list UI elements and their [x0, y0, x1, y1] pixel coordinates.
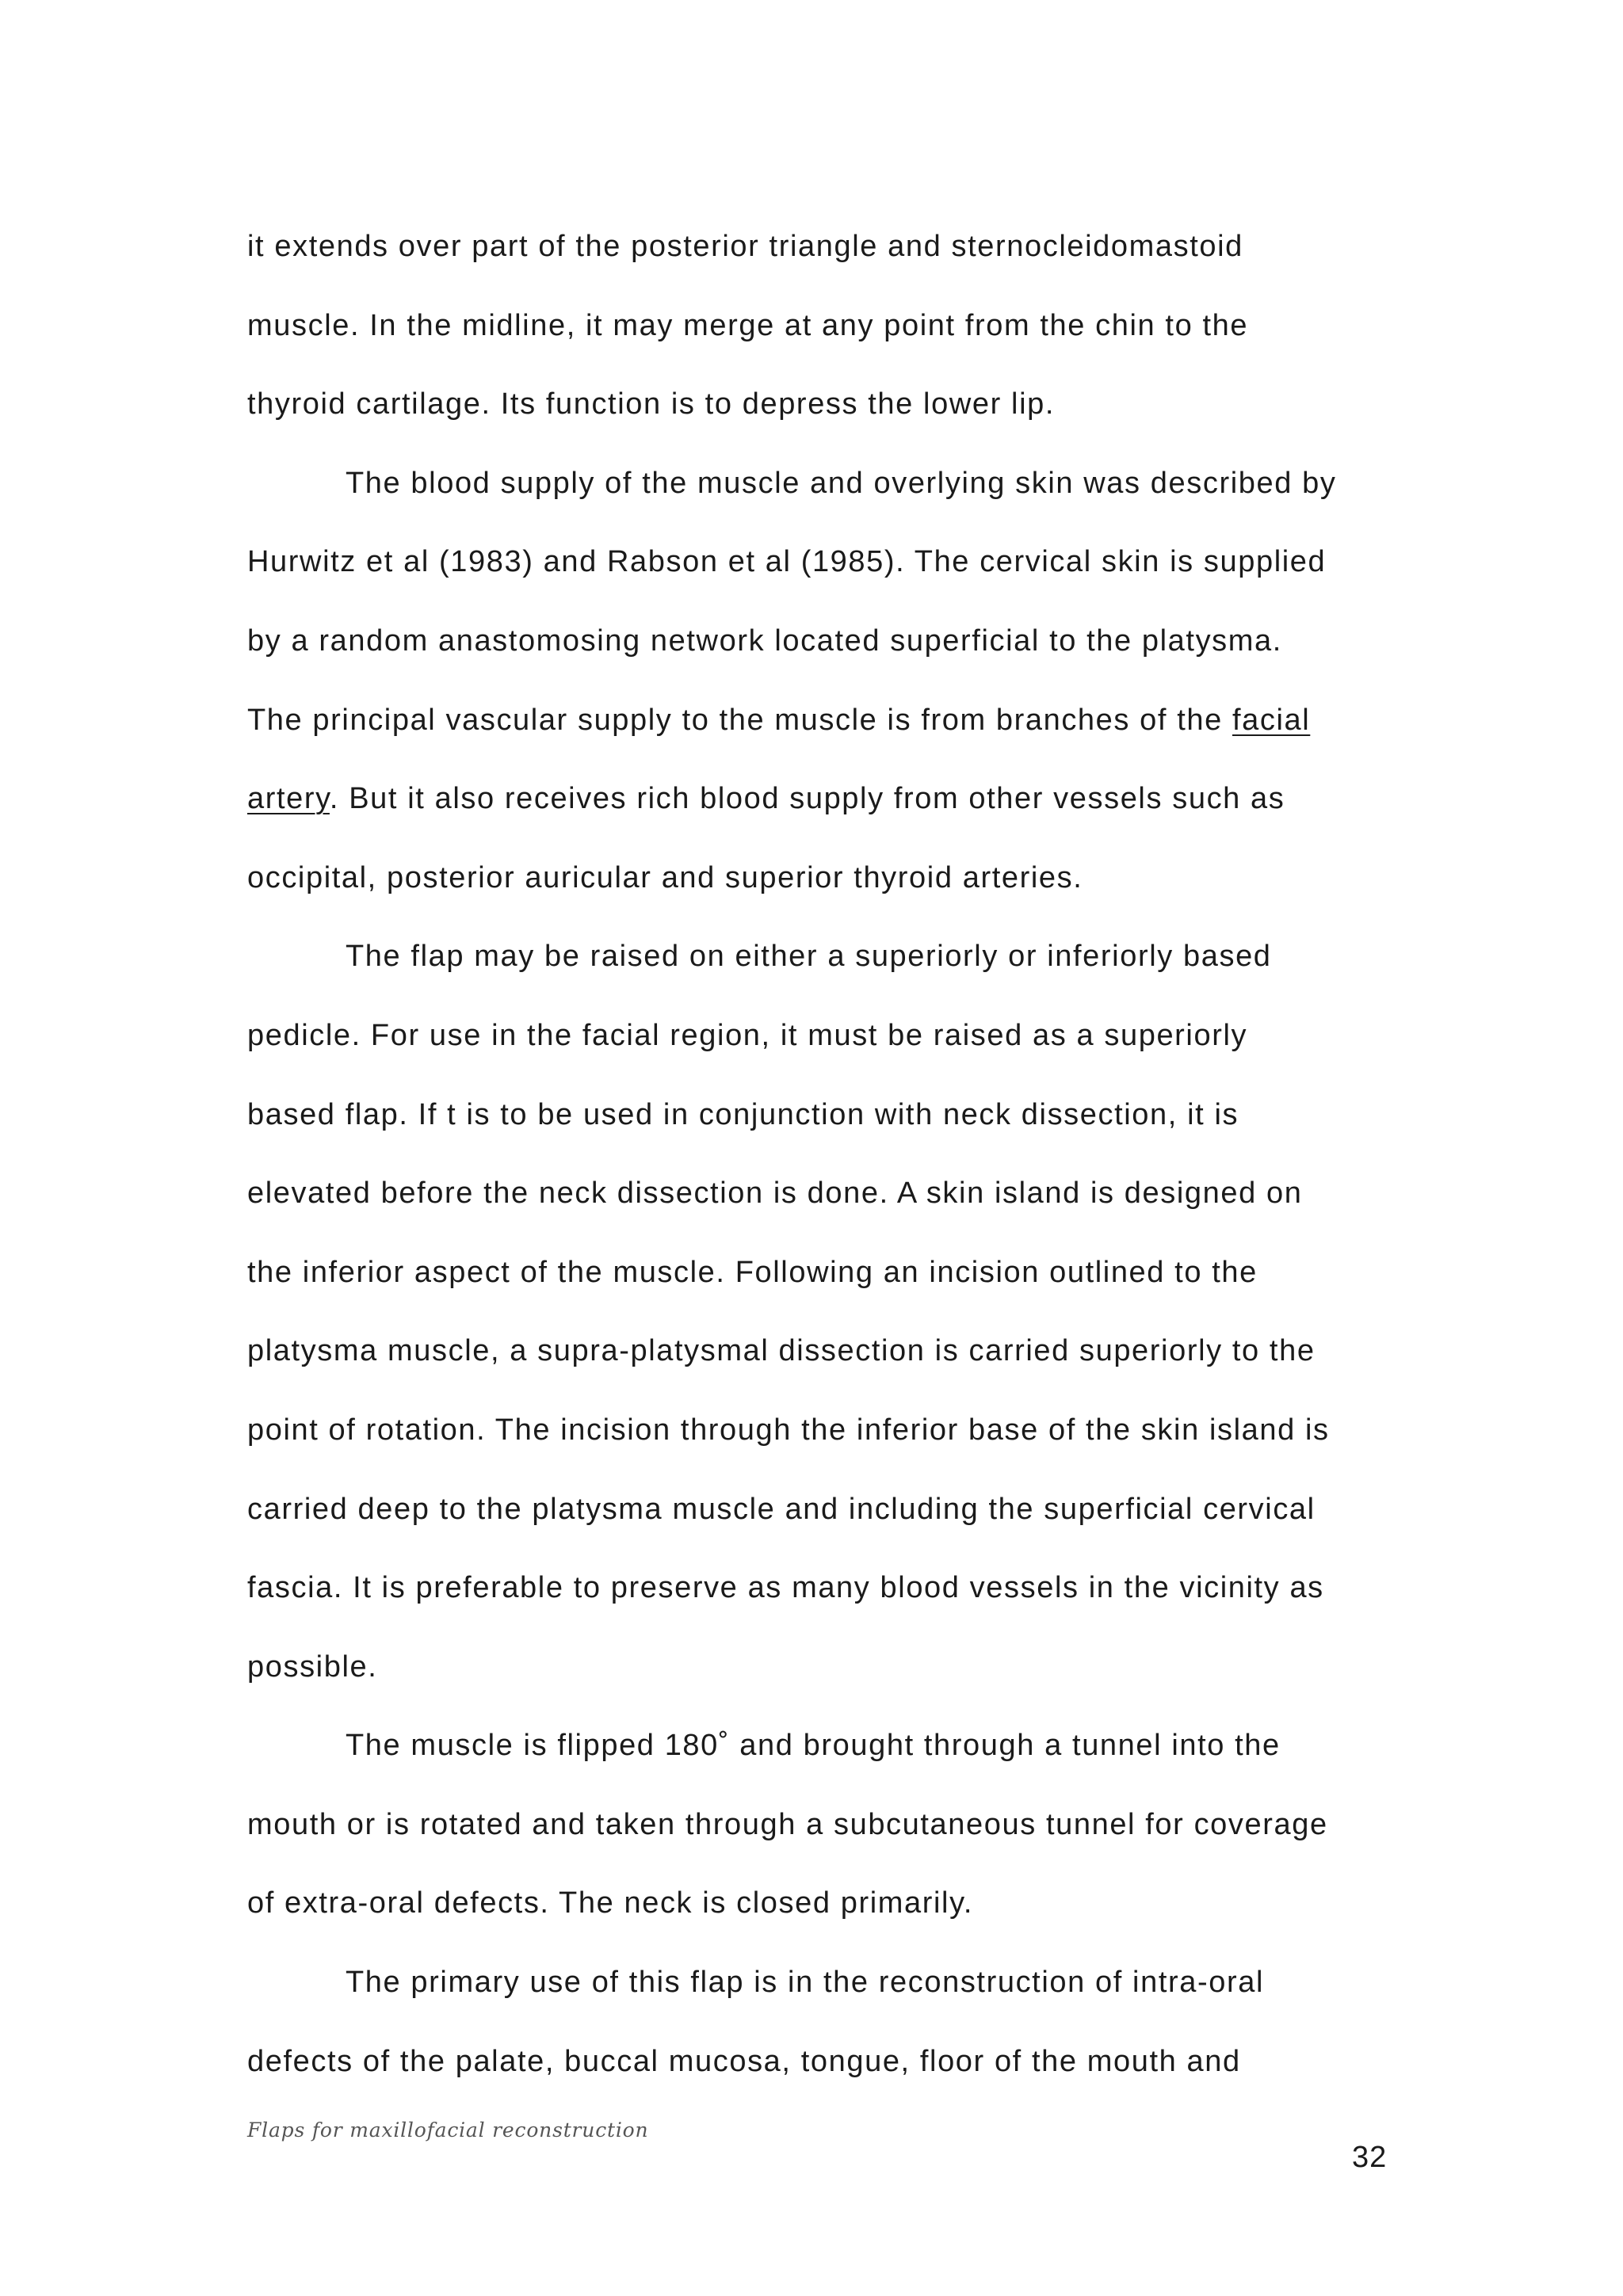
facial-artery-link-continued[interactable]: artery	[247, 782, 330, 816]
text-line: it extends over part of the posterior triangle and sternocleidomastoid	[247, 230, 1243, 263]
paragraph-start-line: The primary use of this flap is in the reconstruction of intra-oral	[346, 1966, 1264, 2000]
text-line: defects of the palate, buccal mucosa, tongue, floor of the mouth and	[247, 2044, 1241, 2078]
text-line: Hurwitz et al (1983) and Rabson et al (1985). The cervical skin is supplied	[247, 545, 1327, 579]
text-segment: The principal vascular supply to the muscle is from branches of the	[247, 703, 1232, 737]
text-line: based flap. If t is to be used in conjunction with neck dissection, it is	[247, 1097, 1239, 1131]
text-line: occipital, posterior auricular and superior thyroid arteries.	[247, 860, 1083, 894]
paragraph-start-line: The flap may be raised on either a superiorly or inferiorly based	[346, 940, 1272, 974]
paragraph-start-line: The blood supply of the muscle and overlying skin was described by	[346, 466, 1337, 500]
text-line: thyroid cartilage. Its function is to depress the lower lip.	[247, 387, 1056, 421]
facial-artery-link[interactable]: facial	[1232, 703, 1311, 737]
text-line: the inferior aspect of the muscle. Following an incision outlined to the	[247, 1255, 1258, 1289]
page-number: 32	[1352, 2141, 1388, 2174]
text-line: platysma muscle, a supra-platysmal dissection is carried superiorly to the	[247, 1334, 1316, 1368]
text-line: fascia. It is preferable to preserve as many blood vessels in the vicinity as	[247, 1571, 1324, 1605]
body-text	[247, 208, 1388, 2101]
paragraph-start-line: The muscle is flipped 180˚ and brought through a tunnel into the	[346, 1729, 1281, 1763]
text-line: carried deep to the platysma muscle and including the superficial cervical	[247, 1492, 1316, 1526]
text-line	[247, 681, 1388, 761]
text-line: muscle. In the midline, it may merge at any point from the chin to the	[247, 308, 1249, 342]
text-segment: . But it also receives rich blood supply from other vessels such as	[329, 782, 1285, 816]
text-line	[247, 760, 1388, 839]
text-line: possible.	[247, 1650, 378, 1684]
text-line: mouth or is rotated and taken through a subcutaneous tunnel for coverage	[247, 1807, 1328, 1841]
text-line: point of rotation. The incision through the inferior base of the skin island is	[247, 1413, 1330, 1447]
text-line: by a random anastomosing network located superficial to the platysma.	[247, 624, 1282, 658]
text-line: pedicle. For use in the facial region, it must be raised as a superiorly	[247, 1018, 1248, 1052]
text-line: of extra-oral defects. The neck is closed primarily.	[247, 1886, 974, 1920]
footer-title: Flaps for maxillofacial reconstruction	[247, 2119, 649, 2142]
text-line: elevated before the neck dissection is done. A skin island is designed on	[247, 1177, 1303, 1211]
